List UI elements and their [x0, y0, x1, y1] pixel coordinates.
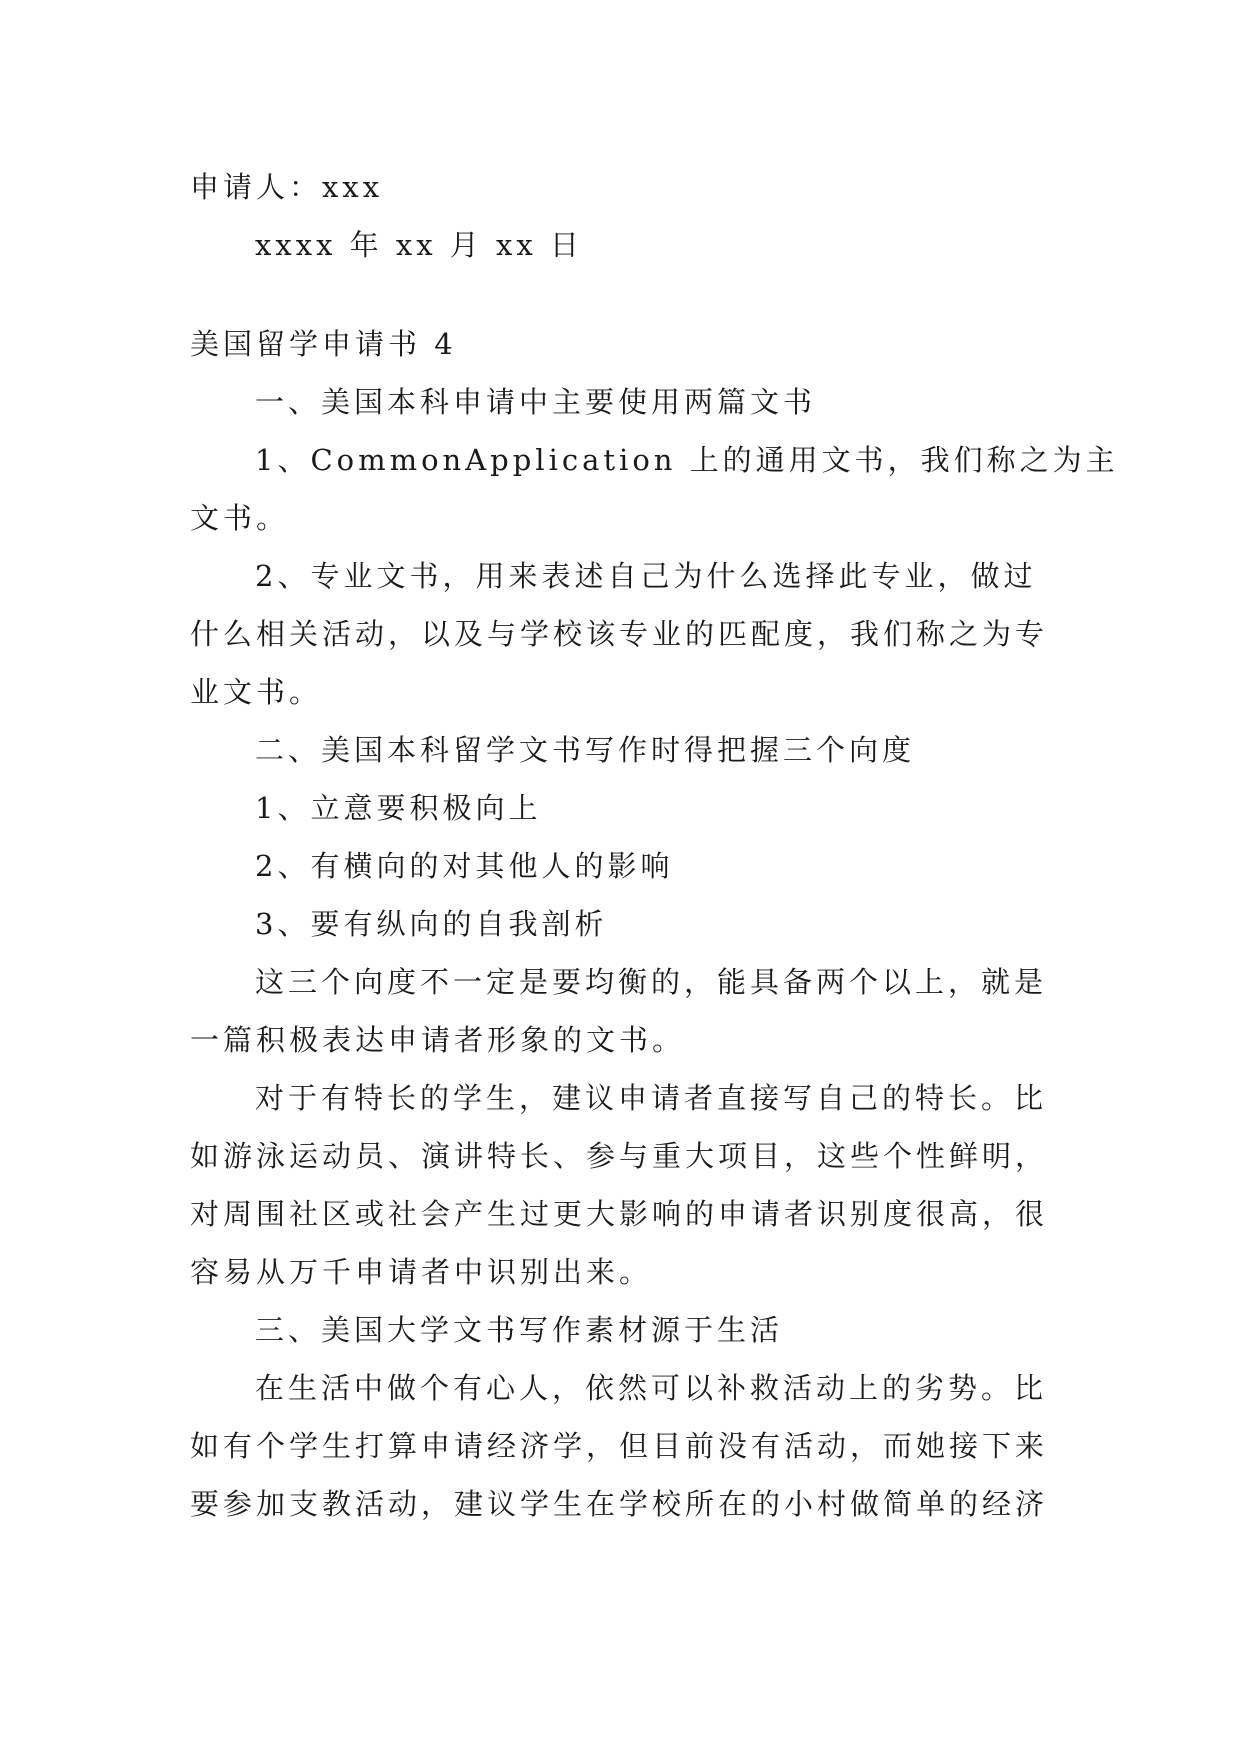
- paragraph-line: 对周围社区或社会产生过更大影响的申请者识别度很高，很: [190, 1197, 1049, 1231]
- paragraph-line: 容易从万千申请者中识别出来。: [190, 1255, 653, 1289]
- section-title: 美国留学申请书 4: [190, 327, 457, 361]
- paragraph-line: 这三个向度不一定是要均衡的，能具备两个以上，就是: [255, 965, 1048, 999]
- heading-3: 三、美国大学文书写作素材源于生活: [255, 1313, 784, 1347]
- heading-2: 二、美国本科留学文书写作时得把握三个向度: [255, 733, 916, 767]
- list-item: 2、有横向的对其他人的影响: [255, 849, 674, 883]
- list-item: 1、立意要积极向上: [255, 791, 542, 825]
- paragraph-line: 什么相关活动，以及与学校该专业的匹配度，我们称之为专: [190, 617, 1049, 651]
- paragraph-line: 2、专业文书，用来表述自己为什么选择此专业，做过: [255, 559, 1037, 593]
- paragraph-line: 一篇积极表达申请者形象的文书。: [190, 1023, 686, 1057]
- heading-1: 一、美国本科申请中主要使用两篇文书: [255, 385, 817, 419]
- paragraph-line: 1、CommonApplication 上的通用文书，我们称之为主: [255, 443, 1119, 477]
- paragraph-line: 业文书。: [190, 675, 323, 709]
- paragraph-line: 如游泳运动员、演讲特长、参与重大项目，这些个性鲜明，: [190, 1139, 1049, 1173]
- paragraph-line: 要参加支教活动，建议学生在学校所在的小村做简单的经济: [190, 1487, 1049, 1521]
- list-item: 3、要有纵向的自我剖析: [255, 907, 608, 941]
- paragraph-line: 如有个学生打算申请经济学，但目前没有活动，而她接下来: [190, 1429, 1049, 1463]
- date-line: xxxx 年 xx 月 xx 日: [255, 228, 583, 262]
- paragraph-line: 在生活中做个有心人，依然可以补救活动上的劣势。比: [255, 1371, 1048, 1405]
- paragraph-line: 对于有特长的学生，建议申请者直接写自己的特长。比: [255, 1081, 1048, 1115]
- applicant-line: 申请人：xxx: [190, 170, 384, 204]
- paragraph-line: 文书。: [190, 501, 290, 535]
